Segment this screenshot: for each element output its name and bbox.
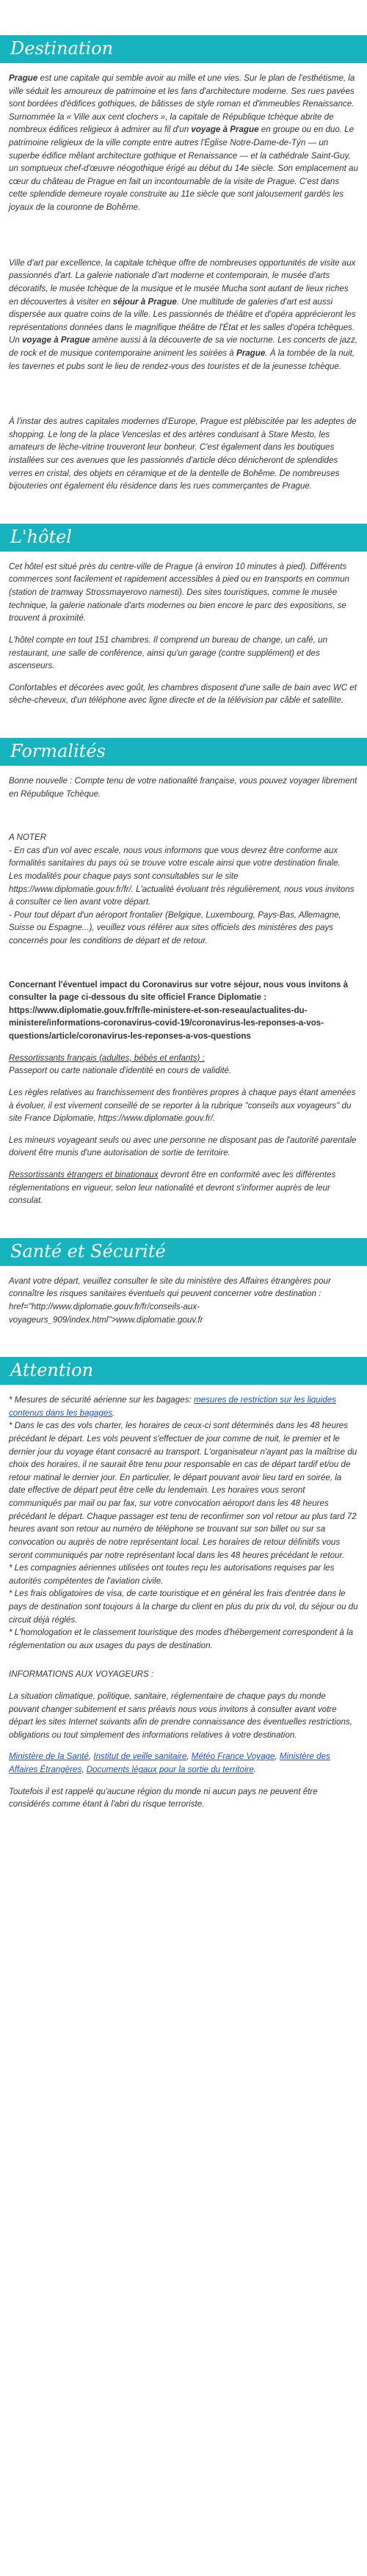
destination-paragraph-2 xyxy=(9,257,358,373)
formalites-heading: Formalités xyxy=(0,738,367,766)
note-line-2: Les modalités pour chaque pays sont consultables sur le site https://www.diplomatie.gouv.fr/fr/. L'actualité évoluant très régulièrement, nous vous invitons à consulter ce lien avant votre départ. xyxy=(9,871,355,907)
official-link[interactable]: Documents légaux pour la sortie du territoire xyxy=(86,1765,254,1775)
official-link[interactable]: Ministère de la Santé xyxy=(9,1752,89,1762)
attention-item-1 xyxy=(9,1394,358,1419)
text-run: en groupe ou en duo. Le patrimoine religieux de la ville compte entre autres l'Église Notre-Dame-de-Týn — un superbe édifice mêlant architecture gothique et Renaissance — et la cathédrale Saint-Guy, un somptueux chef-d'œuvre néogothique érigé au début du 14e siècle. Son emplacement au cœur du château de Prague en fait un incontournable de la visite de Prague. C'est dans cette splendide demeure royale construite au 11e siècle que sont jalousement gardés les joyaux de la couronne de Bohême. xyxy=(9,125,358,213)
terrorism-notice: Toutefois il est rappelé qu'aucune région du monde ni aucun pays ne peuvent être considérés comme étant à l'abri du risque terroriste. xyxy=(9,1786,318,1810)
destination-paragraph-1 xyxy=(9,72,358,214)
covid-notice: Concernant l'éventuel impact du Coronavirus sur votre séjour, nous vous invitons à consulter la page ci-dessous du site officiel France Diplomatie : https://www.diplomatie.gouv.fr/fr/le-ministere-et-son-reseau/actualites-du-ministere/informations-coronavirus-covid-19/coronavirus-les-reponses-a-vos-questions/article/coronavirus-les-reponses-a-vos-questions xyxy=(9,979,349,1042)
official-link[interactable]: Institut de veille sanitaire xyxy=(93,1752,187,1762)
formalites-intro: Bonne nouvelle : Compte tenu de votre nationalité française, vous pouvez voyager librement en République Tchèque. xyxy=(9,775,357,799)
text-run: À l'instar des autres capitales modernes d'Europe, Prague est plébiscitée par les adeptes de shopping. Le long de la place Venceslas et des artères conduisant à Stare Mesto, les amateurs de lèche-vitrine trouveront leur bonheur. C'est également dans les boutiques installées sur ces avenues que les passionnés d'article déco dénicheront de splendides verres en cristal, des objets en céramique et de la dentelle de Bohême. De nombreuses bijouteries ont également élu résidence dans les rues commerçantes de Prague. xyxy=(9,417,357,491)
attention-item-2: * Dans le cas des vols charter, les horaires de ceux-ci sont déterminés dans les 48 heures précédant le départ. Les vols peuvent s'effectuer de jour comme de nuit, le premier et le dernier jour du voyage étant consacré au transport. L'organisateur n'ayant pas la maîtrise du choix des horaires, il ne saurait être tenu pour responsable en cas de départ tardif et/ou de retour matinal le dernier jour. En particulier, le départ pouvant avoir lieu tard en soirée, la date effective de départ peut être celle du lendemain. Les horaires vous seront communiqués par mail ou par fax, sur votre convocation aéroport dans les 48 heures précédant le départ. Chaque passager est tenu de reconfirmer son vol retour au plus tard 72 heures avant son retour au numéro de téléphone se trouvant sur son billet ou sur sa convocation ou auprès de notre représentant local. Les horaires de retour définitifs vous seront communiqués par notre représentant local dans les 48 heures précédant le retour. xyxy=(9,1421,357,1560)
formalites-section xyxy=(0,738,367,1207)
info-travellers-title: INFORMATIONS AUX VOYAGEURS : xyxy=(9,1669,154,1680)
info-travellers-text: La situation climatique, politique, sanitaire, réglementaire de chaque pays du monde pouvant changer subitement et sans préavis nous vous invitons à consulter avant votre départ les sites Internet suivants afin de prendre connaissance des éventuelles restrictions, obligations ou tout simplement des informations relatives à votre destination. xyxy=(9,1691,352,1740)
sante-text: Avant votre départ, veuillez consulter le site du ministère des Affaires étrangères pour connaître les risques sanitaires éventuels qui peuvent concerner votre destination : href="http://www.diplomatie.gouv.fr/fr/conseils-aux-voyageurs_909/index.html">www.diplomatie.gouv.fr xyxy=(9,1276,331,1325)
hotel-content xyxy=(0,560,367,707)
french-nationals-label: Ressortissants français (adultes, bébés et enfants) : xyxy=(9,1053,205,1063)
text-run: Prague xyxy=(9,73,38,83)
foreign-nationals-label: Ressortissants étrangers et binationaux xyxy=(9,1169,159,1179)
foreign-nationals-text: devront être en conformité avec les différentes réglementations en vigueur, selon leur nationalité et devront s'informer auprès de leur consulat. xyxy=(9,1169,336,1206)
attention-item-5: * L'homologation et le classement touristique des modes d'hébergement correspondent à la réglementation ou aux usages du pays de destination. xyxy=(9,1628,354,1650)
official-link[interactable]: Ministère des Affaires Étrangères xyxy=(9,1752,330,1775)
destination-section xyxy=(0,35,367,493)
link-separator: , xyxy=(88,1752,94,1762)
minors-text: Les mineurs voyageant seuls ou avec une personne ne disposant pas de l'autorité parentale doivent être munis d'une autorisation de sortie de territoire. xyxy=(9,1135,357,1158)
attention-item-4: * Les frais obligatoires de visa, de carte touristique et en général les frais d'entrée dans le pays de destination sont toujours à la charge du client en plus du prix du vol, du séjour ou du circuit déjà réglés. xyxy=(9,1589,358,1625)
text-run: amène aussi à la découverte de sa vie nocturne. Les concerts de jazz, de rock et de musique contemporaine animent les soirées à xyxy=(9,335,357,358)
text-run: est une capitale qui semble avoir au mille et une vies. Sur le plan de l'esthétisme, la ville séduit les amoureux de patrimoine et les fans d'architecture moderne. Ses rues pavées sont bordées d'édifices gothiques, de bâtisses de style roman et d'immeubles Renaissance. Surnommée la « Ville aux cent clochers », la capitale de République tchèque abrite de nombreux édifices religieux à admirer au fil d'un xyxy=(9,73,355,135)
text-run: voyage à Prague xyxy=(191,125,259,135)
attention-section xyxy=(0,1357,367,1811)
note-line-1: - En cas d'un vol avec escale, nous vous informons que vous devrez être conforme aux formalités sanitaires du pays où se trouve votre escale ainsi que votre destination finale. xyxy=(9,845,341,868)
link-separator: , xyxy=(81,1765,87,1775)
hotel-section xyxy=(0,524,367,707)
attention-item-1-prefix: * Mesures de sécurité aérienne sur les bagages: xyxy=(9,1395,194,1405)
sante-heading: Santé et Sécurité xyxy=(0,1238,367,1266)
link-separator: , xyxy=(275,1752,280,1762)
text-run: voyage à Prague xyxy=(22,335,90,345)
sante-content xyxy=(0,1275,367,1326)
attention-heading: Attention xyxy=(0,1357,367,1385)
attention-item-1-suffix: . xyxy=(112,1408,115,1418)
text-run: séjour à Prague xyxy=(112,296,177,307)
note-line-3: - Pour tout départ d'un aéroport frontalier (Belgique, Luxembourg, Pays-Bas, Allemagne, Suisse ou Espagne...), veuillez vous référer aux sites officiels des ministères des pays concernés pour les conditions de départ et de retour. xyxy=(9,910,341,946)
note-title: A NOTER xyxy=(9,833,47,843)
foreign-nationals xyxy=(9,1168,358,1207)
attention-item-3: * Les compagnies aériennes utilisées ont toutes reçu les autorisations requises par les autorités compétentes de l'aviation civile. xyxy=(9,1563,335,1586)
destination-paragraph-3 xyxy=(9,415,358,493)
destination-content xyxy=(0,72,367,493)
text-run: Ville d'art par excellence, la capitale tchèque offre de nombreuses opportunités de visite aux passionnés d'art. La galerie nationale d'art moderne et contemporain, le musée d'arts décoratifs, le musée tchèque de la musique et le musée Mucha sont autant de lieux riches en découvertes à visiter en xyxy=(9,257,356,307)
liquids-restriction-link[interactable]: mesures de restriction sur les liquides contenus dans les bagages xyxy=(9,1395,336,1418)
official-link[interactable]: Météo France Voyage xyxy=(191,1752,275,1762)
text-run: . Une multitude de galeries d'art est aussi dispersée aux quatre coins de la ville. Les passionnés de théâtre et d'opéra apprécieront les représentations données dans le magnifique théâtre de l'État et les salles d'opéra tchèques. Un xyxy=(9,296,356,345)
border-rules-text: Les règles relatives au franchissement des frontières propres à chaque pays étant amenées à évoluer, il est vivement conseillé de se reporter à la rubrique "conseils aux voyageurs" du site France Diplomatie, https://www.diplomatie.gouv.fr/. xyxy=(9,1087,356,1124)
sante-section xyxy=(0,1238,367,1326)
formalites-content xyxy=(0,775,367,1207)
text-run: . À la tombée de la nuit, les tavernes et pubs sont le lieu de rendez-vous des touristes et de la jeunesse tchèque. xyxy=(9,348,355,371)
text-run: Prague xyxy=(236,348,266,358)
hotel-paragraph-3: Confortables et décorées avec goût, les chambres disposent d'une salle de bain avec WC et sèche-cheveux, d'un téléphone avec ligne directe et de la télévision par câble et satellite. xyxy=(9,682,357,706)
hotel-paragraph-2: L'hôtel compte en tout 151 chambres. Il comprend un bureau de change, un café, un restaurant, une salle de conférence, ainsi qu'un garage (contre supplément) et des ascenseurs. xyxy=(9,634,328,671)
link-separator: , xyxy=(186,1752,192,1762)
attention-content xyxy=(0,1394,367,1811)
french-nationals-text: Passeport ou carte nationale d'identité en cours de validité. xyxy=(9,1066,232,1076)
official-links xyxy=(9,1750,358,1776)
link-separator: . xyxy=(253,1765,257,1775)
hotel-paragraph-1: Cet hôtel est situé près du centre-ville de Prague (à environ 10 minutes à pied). Différents commerces sont facilement et rapidement accessibles à pied ou en transports en commun (station de tramway Strossmayerovo namesti). Des sites touristiques, comme le musée technique, la galerie nationale d'arts modernes ou bien encore le parc des expositions, se trouvent à proximité. xyxy=(9,561,349,623)
destination-heading: Destination xyxy=(0,35,367,63)
hotel-heading: L'hôtel xyxy=(0,524,367,552)
